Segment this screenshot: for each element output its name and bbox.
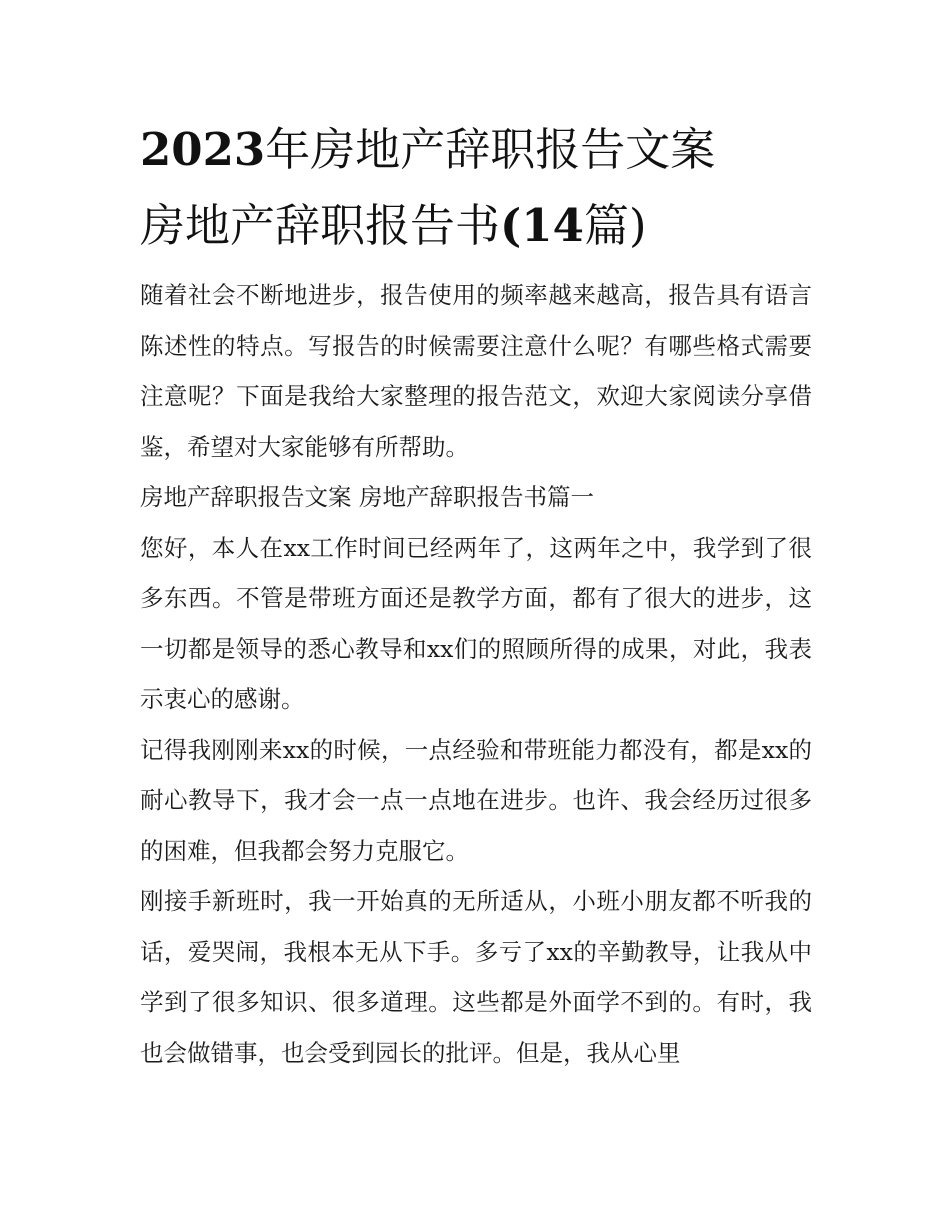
title-year: 2023 <box>140 123 266 176</box>
document-page <box>140 112 812 1078</box>
section-heading: 房地产辞职报告文案 房地产辞职报告书篇一 <box>140 483 594 511</box>
title-line-2 <box>140 188 812 264</box>
title-line-2-prefix: 房地产辞职报告书 <box>140 199 501 252</box>
title-count: (14 <box>500 199 584 252</box>
body-paragraph-2: 记得我刚刚来xx的时候，一点经验和带班能力都没有，都是xx的耐心教导下，我才会一点一点地在进步。也许、我会经历过很多的困难，但我都会努力克服它。 <box>140 735 812 865</box>
intro-paragraph: 随着社会不断地进步，报告使用的频率越来越高，报告具有语言陈述性的特点。写报告的时候需要注意什么呢？有哪些格式需要注意呢？下面是我给大家整理的报告范文，欢迎大家阅读分享借鉴，希望对大家能够有所帮助。 <box>140 281 812 461</box>
body-paragraph-1: 您好，本人在xx工作时间已经两年了，这两年之中，我学到了很多东西。不管是带班方面还是教学方面，都有了很大的进步，这一切都是领导的悉心教导和xx们的照顾所得的成果，对此，我表示衷心的感谢。 <box>140 533 812 713</box>
body-paragraph-3: 刚接手新班时，我一开始真的无所适从，小班小朋友都不听我的话，爱哭闹，我根本无从下手。多亏了xx的辛勤教导，让我从中学到了很多知识、很多道理。这些都是外面学不到的。有时，我也会做错事，也会受到园长的批评。但是，我从心里 <box>140 887 812 1067</box>
title-line-2-suffix: 篇) <box>583 199 647 252</box>
document-body <box>140 270 812 1078</box>
title-line-1-text: 年房地产辞职报告文案 <box>265 123 716 176</box>
title-line-1 <box>140 112 812 188</box>
document-title <box>140 112 812 264</box>
